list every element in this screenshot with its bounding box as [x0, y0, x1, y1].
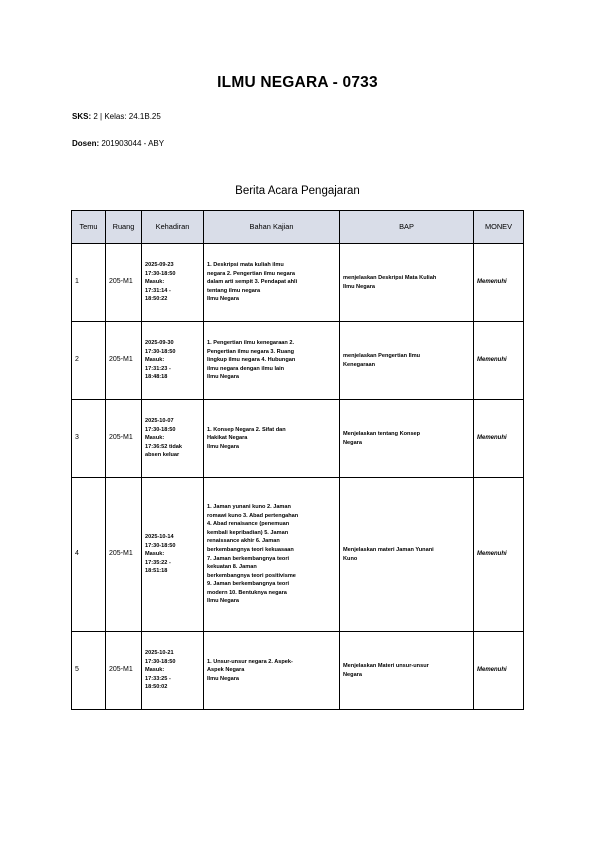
cell-kehadiran	[142, 632, 204, 710]
cell-bahan-kajian-line: 1. Konsep Negara 2. Sifat dan	[207, 426, 286, 433]
cell-bap	[340, 400, 474, 478]
cell-bap	[340, 478, 474, 632]
column-header-bap: BAP	[340, 211, 474, 244]
cell-bahan-kajian	[204, 322, 340, 400]
cell-bap-line: Menjelaskan Materi unsur-unsur	[343, 662, 429, 669]
cell-kehadiran-line: 18:50:02	[145, 684, 168, 691]
dosen-value: 201903044 - ABY	[101, 139, 165, 148]
cell-temu: 2	[72, 322, 106, 400]
cell-kehadiran	[142, 400, 204, 478]
cell-bahan-kajian	[204, 478, 340, 632]
cell-temu: 5	[72, 632, 106, 710]
cell-kehadiran-line: 18:48:18	[145, 374, 168, 381]
cell-bahan-kajian-line: Hakikat Negara	[207, 435, 248, 442]
cell-kehadiran-line: 17:35:22 -	[145, 559, 171, 566]
cell-kehadiran-line: 17:30-18:50	[145, 348, 176, 355]
cell-bap-line: Negara	[343, 671, 362, 678]
cell-kehadiran-line: 17:31:23 -	[145, 365, 171, 372]
cell-ruang: 205-M1	[106, 478, 142, 632]
section-title: Berita Acara Pengajaran	[235, 185, 360, 197]
page-title: ILMU NEGARA - 0733	[217, 74, 378, 91]
cell-kehadiran-line: absen keluar	[145, 452, 180, 459]
dosen-line	[72, 139, 164, 148]
cell-temu: 3	[72, 400, 106, 478]
cell-bahan-kajian-line: 9. Jaman berkembangnya teori	[207, 581, 290, 588]
cell-kehadiran-line: 2025-10-07	[145, 418, 174, 425]
column-header-temu: Temu	[72, 211, 106, 244]
cell-monev: Memenuhi	[474, 322, 524, 400]
cell-bahan-kajian-line: Ilmu Negara	[207, 296, 240, 303]
cell-bap	[340, 322, 474, 400]
cell-kehadiran-line: Masuk:	[145, 667, 165, 674]
cell-bahan-kajian-line: 1. Pengertian ilmu kenegaraan 2.	[207, 340, 295, 347]
sks-label: SKS:	[72, 112, 92, 121]
dosen-label: Dosen:	[72, 139, 100, 148]
cell-kehadiran-line: Masuk:	[145, 357, 165, 364]
cell-bap-line: menjelaskan Pengertian Ilmu	[343, 352, 421, 359]
cell-kehadiran-line: Masuk:	[145, 551, 165, 558]
cell-bahan-kajian-line: Pengertian ilmu negara 3. Ruang	[207, 348, 295, 355]
cell-kehadiran-line: 2025-09-30	[145, 340, 174, 347]
cell-ruang: 205-M1	[106, 632, 142, 710]
cell-temu: 4	[72, 478, 106, 632]
sks-value: 2 | Kelas: 24.1B.25	[93, 112, 161, 121]
cell-bap-line: Kenegaraan	[343, 361, 376, 368]
cell-ruang: 205-M1	[106, 400, 142, 478]
cell-bahan-kajian	[204, 632, 340, 710]
cell-bap-line: Kuno	[343, 555, 358, 562]
cell-kehadiran-line: 17:30-18:50	[145, 270, 176, 277]
column-header-kehadiran: Kehadiran	[142, 211, 204, 244]
cell-bahan-kajian-line: negara 2. Pengertian ilmu negara	[207, 270, 295, 277]
cell-bahan-kajian-line: 7. Jaman berkembangnya teori	[207, 555, 290, 562]
cell-ruang: 205-M1	[106, 244, 142, 322]
table-body	[72, 244, 524, 710]
cell-bahan-kajian-line: Ilmu Negara	[207, 443, 240, 450]
cell-monev: Memenuhi	[474, 478, 524, 632]
cell-bahan-kajian-line: romawi kuno 3. Abad pertengahan	[207, 512, 299, 519]
table-row	[72, 322, 524, 400]
table-row	[72, 400, 524, 478]
cell-kehadiran	[142, 244, 204, 322]
table-row	[72, 632, 524, 710]
cell-kehadiran-line: Masuk:	[145, 279, 165, 286]
cell-bahan-kajian-line: berkembangnya teori positivisme	[207, 572, 296, 579]
table-row	[72, 244, 524, 322]
cell-bahan-kajian-line: 1. Unsur-unsur negara 2. Aspek-	[207, 658, 293, 665]
table-header-row	[72, 211, 524, 244]
cell-bahan-kajian-line: dalam arti sempit 3. Pendapat ahli	[207, 279, 298, 286]
cell-kehadiran-line: 17:30-18:50	[145, 542, 176, 549]
cell-bahan-kajian-line: lingkup ilmu negara 4. Hubungan	[207, 357, 296, 364]
cell-bap	[340, 244, 474, 322]
cell-temu: 1	[72, 244, 106, 322]
cell-bahan-kajian-line: Aspek Negara	[207, 667, 245, 674]
cell-monev: Memenuhi	[474, 400, 524, 478]
bap-table	[71, 210, 524, 710]
cell-bap-line: Negara	[343, 439, 362, 446]
cell-bahan-kajian-line: ilmu negara dengan ilmu lain	[207, 365, 285, 372]
cell-bahan-kajian-line: 1. Deskripsi mata kuliah ilmu	[207, 262, 284, 269]
column-header-bahan-kajian: Bahan Kajian	[204, 211, 340, 244]
cell-kehadiran-line: 17:30-18:50	[145, 658, 176, 665]
cell-kehadiran-line: 17:33:25 -	[145, 675, 171, 682]
cell-bahan-kajian-line: 1. Jaman yunani kuno 2. Jaman	[207, 503, 291, 510]
cell-kehadiran-line: 2025-10-14	[145, 534, 174, 541]
cell-bahan-kajian-line: Ilmu Negara	[207, 374, 240, 381]
cell-bahan-kajian	[204, 244, 340, 322]
cell-bahan-kajian-line: modern 10. Bentuknya negara	[207, 589, 287, 596]
cell-kehadiran-line: 18:50:22	[145, 296, 168, 303]
cell-kehadiran-line: 17:36:52 tidak	[145, 443, 183, 450]
column-header-ruang: Ruang	[106, 211, 142, 244]
cell-kehadiran-line: 18:51:18	[145, 568, 168, 575]
cell-bap-line: Menjelaskan tentang Konsep	[343, 430, 421, 437]
cell-kehadiran-line: 2025-10-21	[145, 650, 174, 657]
cell-bahan-kajian-line: Ilmu Negara	[207, 675, 240, 682]
cell-bahan-kajian-line: tentang ilmu negara	[207, 287, 261, 294]
cell-kehadiran	[142, 478, 204, 632]
cell-bap	[340, 632, 474, 710]
cell-bahan-kajian-line: kekuatan 8. Jaman	[207, 564, 257, 571]
column-header-monev: MONEV	[474, 211, 524, 244]
cell-kehadiran-line: 17:30-18:50	[145, 426, 176, 433]
cell-monev: Memenuhi	[474, 244, 524, 322]
cell-kehadiran-line: Masuk:	[145, 435, 165, 442]
cell-bahan-kajian-line: berkembangnya teori kekuasaan	[207, 546, 294, 553]
cell-bahan-kajian	[204, 400, 340, 478]
cell-ruang: 205-M1	[106, 322, 142, 400]
cell-kehadiran-line: 2025-09-23	[145, 262, 174, 269]
cell-bap-line: Ilmu Negara	[343, 283, 376, 290]
cell-kehadiran-line: 17:31:14 -	[145, 287, 171, 294]
cell-bahan-kajian-line: renaissance akhir 6. Jaman	[207, 538, 280, 545]
cell-bahan-kajian-line: 4. Abad renaisance (penemuan	[207, 521, 290, 528]
table-row	[72, 478, 524, 632]
cell-kehadiran	[142, 322, 204, 400]
cell-bahan-kajian-line: Ilmu Negara	[207, 598, 240, 605]
sks-line	[72, 112, 161, 121]
cell-bap-line: menjelaskan Deskripsi Mata Kuliah	[343, 274, 437, 281]
cell-bap-line: Menjelaskan materi Jaman Yunani	[343, 546, 434, 553]
cell-bahan-kajian-line: kembali kepribadian) 5. Jaman	[207, 529, 289, 536]
cell-monev: Memenuhi	[474, 632, 524, 710]
